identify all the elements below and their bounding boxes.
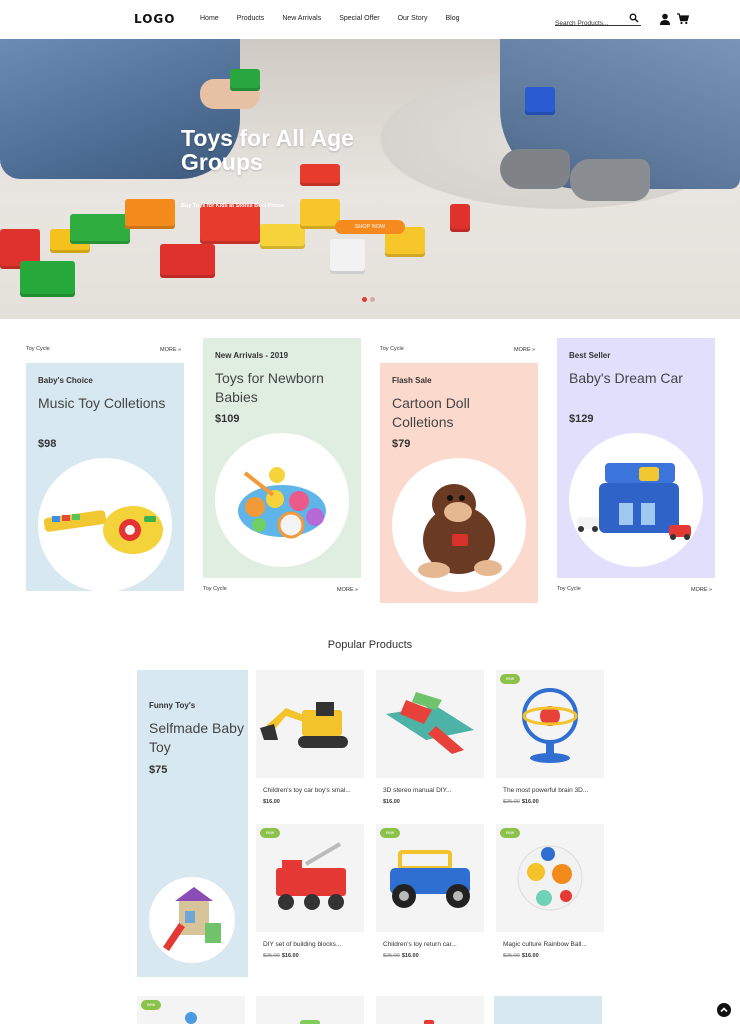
product-name[interactable]: Children's toy car boy's smal... <box>263 787 351 794</box>
product-card[interactable] <box>256 824 364 959</box>
category-card-music[interactable] <box>26 363 184 591</box>
product-image <box>496 824 604 932</box>
nav-our-story[interactable]: Our Story <box>397 15 428 22</box>
new-badge: new <box>141 1000 161 1010</box>
product-name[interactable]: Children's toy return car... <box>383 941 457 948</box>
more-link[interactable]: MORE » <box>337 587 359 593</box>
product-card[interactable] <box>376 670 484 805</box>
product-name[interactable]: Magic culture Rainbow Ball... <box>503 941 587 948</box>
toy-globe-maze-icon <box>496 670 604 778</box>
product-price <box>503 799 604 805</box>
toy-drum-set-icon <box>215 433 349 567</box>
card-bottom-label: Toy Cycle <box>557 586 581 592</box>
product-card[interactable] <box>376 996 484 1024</box>
carousel-dot[interactable] <box>370 297 375 302</box>
search-icon[interactable] <box>629 13 639 23</box>
card-title: Music Toy Colletions <box>38 395 166 411</box>
product-image <box>256 670 364 778</box>
hero-banner <box>0 39 740 319</box>
product-card[interactable] <box>376 824 484 959</box>
toy-fire-truck-icon <box>256 824 364 932</box>
site-header <box>0 0 740 39</box>
product-price <box>263 799 364 805</box>
product-card[interactable] <box>137 996 245 1024</box>
product-price <box>383 953 484 959</box>
promo-card[interactable] <box>494 996 602 1024</box>
product-price-current: $16.00 <box>281 953 299 959</box>
card-tag: New Arrivals - 2019 <box>215 351 289 360</box>
search-input[interactable] <box>555 18 625 30</box>
product-image <box>494 996 602 1024</box>
product-image <box>392 458 526 592</box>
card-top-label: Toy Cycle <box>380 346 404 352</box>
nav-new-arrivals[interactable]: New Arrivals <box>282 15 322 22</box>
product-image <box>149 877 235 963</box>
product-image <box>137 996 245 1024</box>
product-price-current: $16.00 <box>521 799 539 805</box>
product-image <box>496 670 604 778</box>
section-title: Popular Products <box>327 639 413 651</box>
more-link[interactable]: MORE » <box>160 347 182 353</box>
new-badge: new <box>380 828 400 838</box>
product-price <box>383 799 484 805</box>
card-title: Cartoon Doll Colletions <box>392 395 470 430</box>
product-price-current: $16.00 <box>521 953 539 959</box>
product-image <box>215 433 349 567</box>
shop-now-button[interactable]: SHOP NOW <box>335 220 405 234</box>
product-price-old: $25.00 <box>503 953 520 959</box>
new-badge: new <box>260 828 280 838</box>
toy-garage-icon <box>569 433 703 567</box>
main-nav <box>200 15 478 22</box>
product-price <box>503 953 604 959</box>
toy-rainbow-ball-icon <box>496 824 604 932</box>
promo-title: Selfmade Baby Toy <box>149 720 244 755</box>
product-image <box>38 458 172 592</box>
card-price: $129 <box>569 413 594 425</box>
product-price-old: $25.00 <box>383 953 400 959</box>
hero-subtitle: Buy Toys for Kids at Stores Best Prices <box>181 203 285 209</box>
product-image <box>569 433 703 567</box>
product-card[interactable] <box>256 670 364 805</box>
card-tag: Best Seller <box>569 351 611 360</box>
nav-blog[interactable]: Blog <box>445 15 460 22</box>
product-price-old: $25.00 <box>503 799 520 805</box>
category-card-newborn[interactable] <box>203 338 361 578</box>
nav-home[interactable]: Home <box>200 15 219 22</box>
product-image <box>256 824 364 932</box>
logo[interactable]: LOGO <box>134 12 176 26</box>
more-link[interactable]: MORE » <box>691 587 713 593</box>
toy-playhouse-icon <box>149 877 235 963</box>
card-top-label: Toy Cycle <box>26 346 50 352</box>
card-price: $98 <box>38 438 57 450</box>
card-title: Baby's Dream Car <box>569 370 683 386</box>
card-price: $109 <box>215 413 240 425</box>
promo-card[interactable] <box>137 670 248 977</box>
card-tag: Flash Sale <box>392 376 432 385</box>
product-image <box>376 824 484 932</box>
cart-icon[interactable] <box>677 13 689 25</box>
toy-gorilla-icon <box>392 458 526 592</box>
product-price-current: $16.00 <box>383 799 400 805</box>
user-icon[interactable] <box>659 13 671 25</box>
nav-special-offer[interactable]: Special Offer <box>339 15 380 22</box>
category-card-car[interactable] <box>557 338 715 578</box>
nav-products[interactable]: Products <box>236 15 265 22</box>
carousel-dot-active[interactable] <box>362 297 367 302</box>
carousel-dots <box>362 297 375 302</box>
toy-airplane-icon <box>376 670 484 778</box>
card-title: Toys for Newborn Babies <box>215 370 324 405</box>
product-name[interactable]: 3D stereo manual DIY... <box>383 787 452 794</box>
new-badge: new <box>500 828 520 838</box>
card-tag: Baby's Choice <box>38 376 93 385</box>
promo-tag: Funny Toy's <box>149 701 196 710</box>
toy-jeep-icon <box>376 824 484 932</box>
card-bottom-label: Toy Cycle <box>203 586 227 592</box>
new-badge: new <box>500 674 520 684</box>
product-name[interactable]: The most powerful brain 3D... <box>503 787 589 794</box>
product-image <box>376 996 484 1024</box>
product-price-current: $16.00 <box>263 799 280 805</box>
product-card[interactable] <box>496 670 604 805</box>
category-card-cartoon[interactable] <box>380 363 538 603</box>
product-card[interactable] <box>496 824 604 959</box>
card-price: $79 <box>392 438 411 450</box>
product-name[interactable]: DIY set of building blocks... <box>263 941 342 948</box>
search-box <box>555 12 641 26</box>
scroll-top-button[interactable] <box>717 1003 731 1017</box>
product-card[interactable] <box>256 996 364 1024</box>
product-image <box>256 996 364 1024</box>
chevron-up-icon[interactable] <box>717 1003 731 1017</box>
product-image <box>376 670 484 778</box>
product-price <box>263 953 364 959</box>
toy-guitar-icon <box>38 458 172 592</box>
product-price-old: $25.00 <box>263 953 280 959</box>
hero-title: Toys for All Age Groups <box>181 125 354 175</box>
toy-excavator-icon <box>256 670 364 778</box>
promo-price: $75 <box>149 764 168 776</box>
more-link[interactable]: MORE » <box>514 347 536 353</box>
product-price-current: $16.00 <box>401 953 419 959</box>
